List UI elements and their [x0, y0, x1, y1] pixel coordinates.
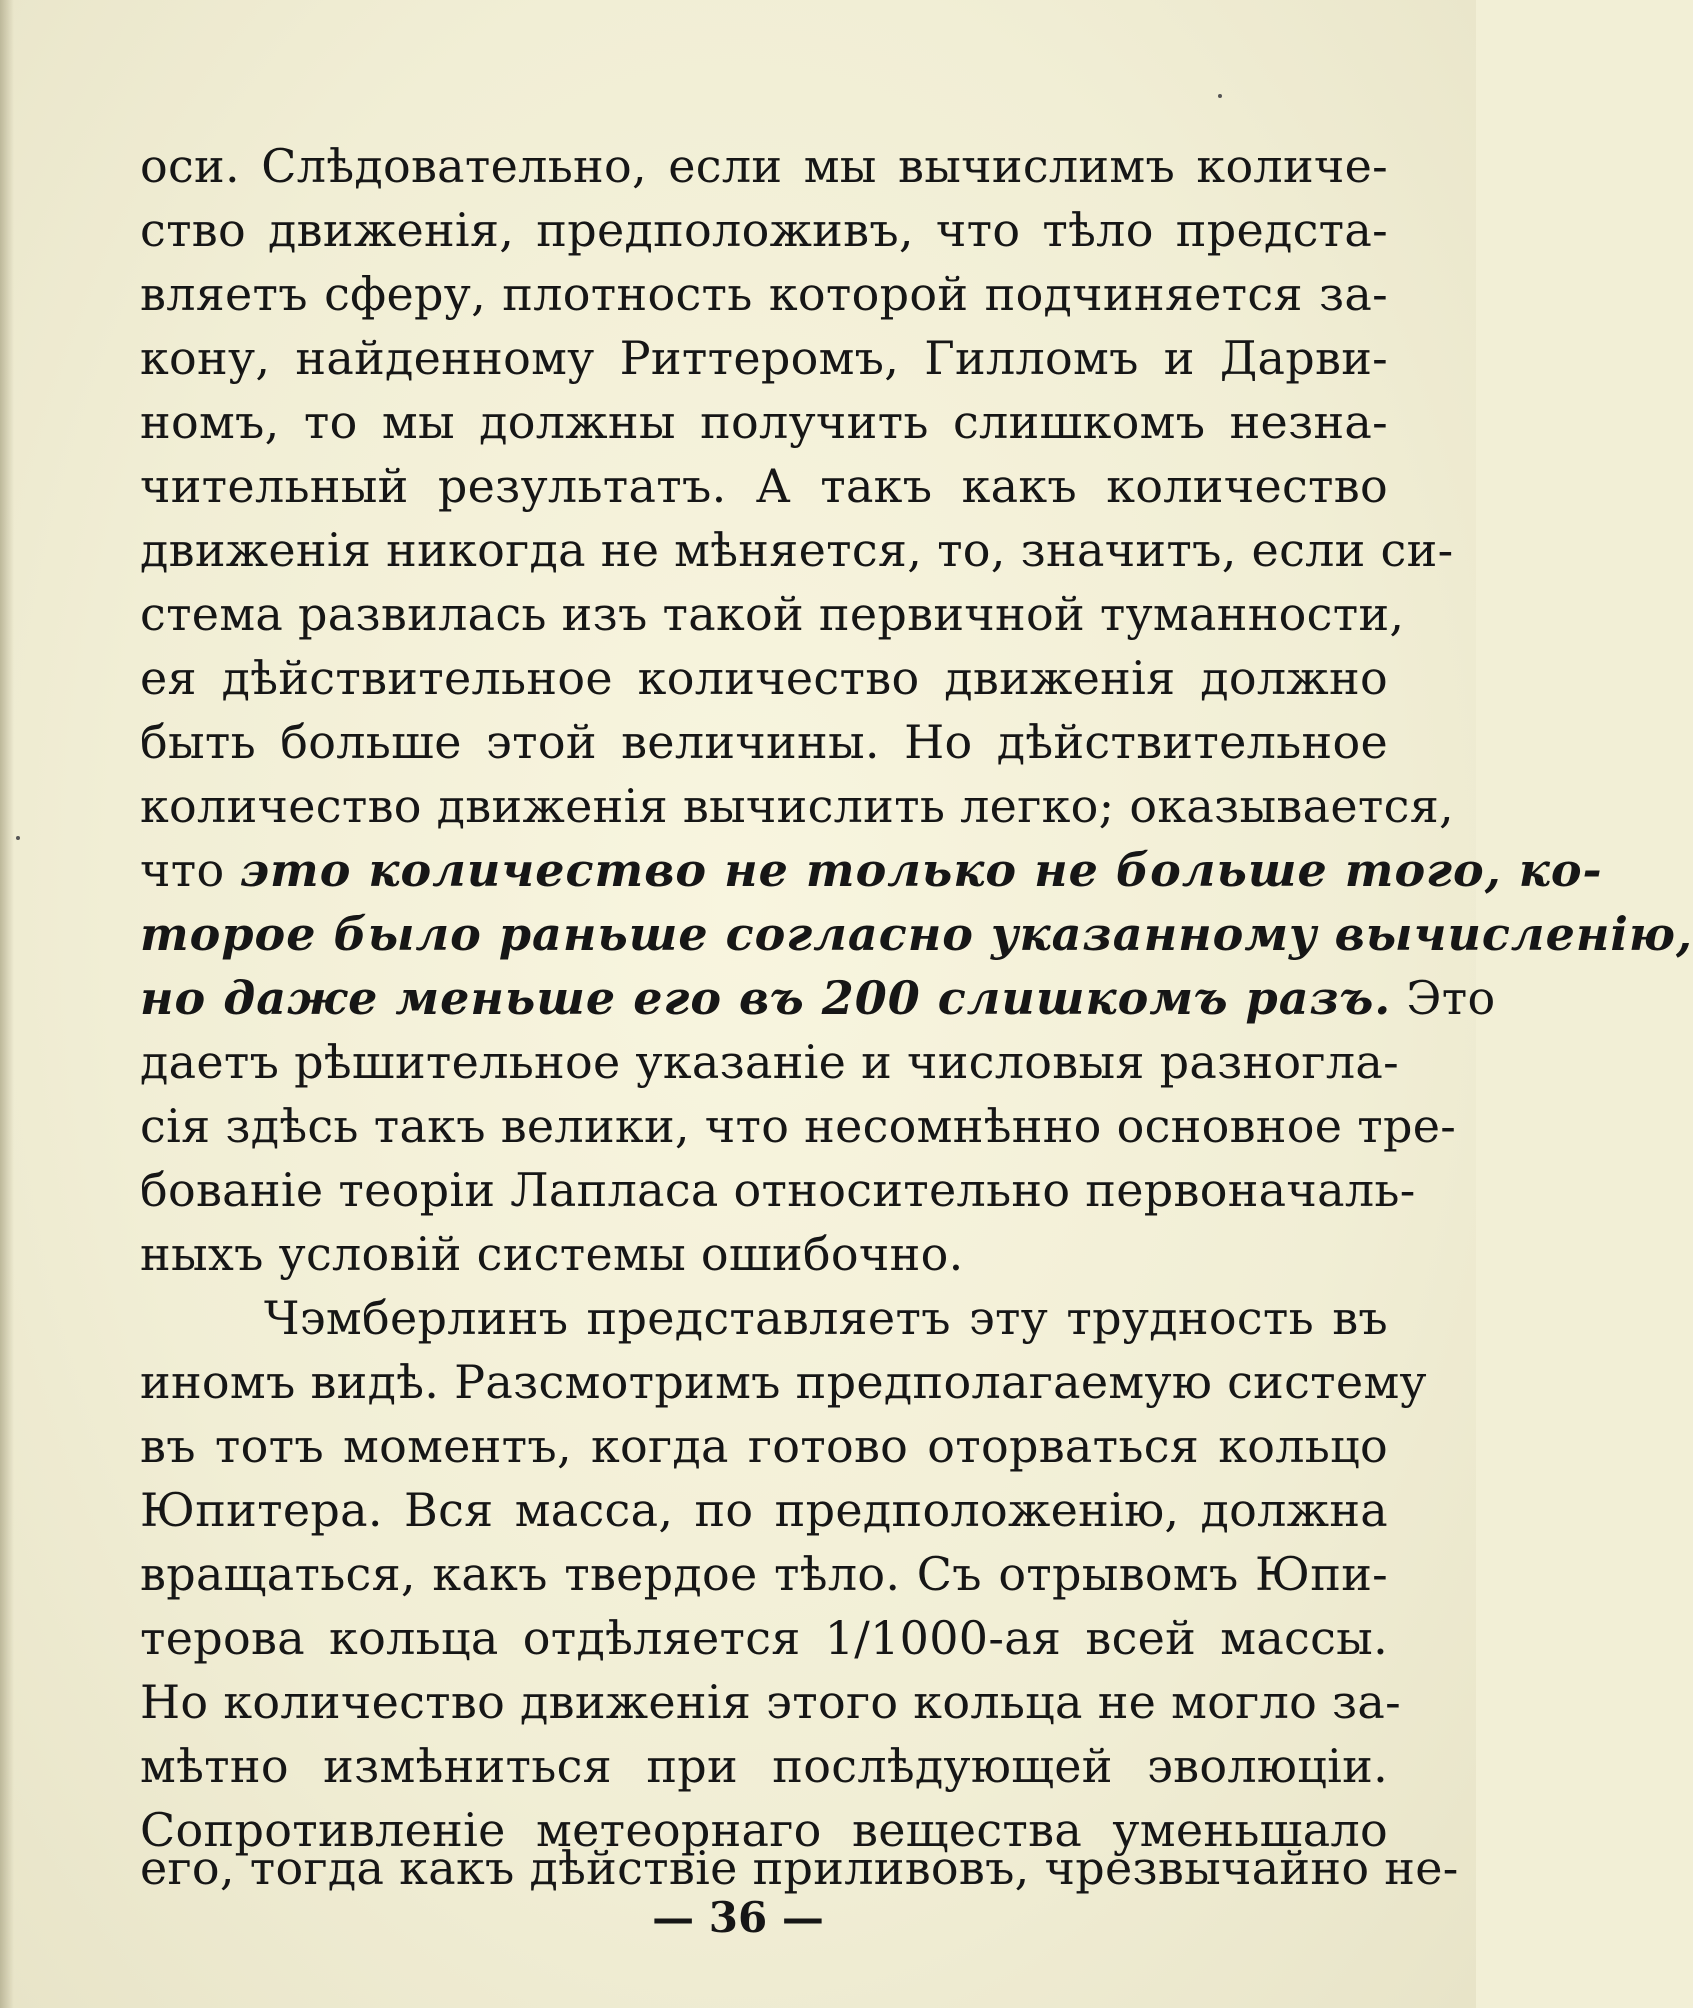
- text-line-italic: [140, 966, 1496, 1030]
- text-line: терова кольца отдѣляется 1/1000-ая всей массы.: [140, 1611, 1388, 1665]
- text-line: кону, найденному Риттеромъ, Гилломъ и Дарви-: [140, 331, 1388, 385]
- page-number: — 36 —: [652, 1893, 824, 1942]
- text-line: сія здѣсь такъ велики, что несомнѣнно основное тре-: [140, 1099, 1457, 1153]
- text-line: стема развилась изъ такой первичной туманности,: [140, 587, 1405, 641]
- text-line: иномъ видѣ. Разсмотримъ предполагаемую систему: [140, 1355, 1427, 1409]
- text-line: ея дѣйствительное количество движенія должно: [140, 651, 1388, 705]
- text-line: даетъ рѣшительное указаніе и числовыя разногла-: [140, 1035, 1399, 1089]
- text-line: движенія никогда не мѣняется, то, значитъ, если си-: [140, 523, 1454, 577]
- text-line: Сопротивленіе метеорнаго вещества уменьшало: [140, 1803, 1388, 1857]
- text-line: мѣтно измѣниться при послѣдующей эволюціи.: [140, 1739, 1388, 1793]
- text-line: бованіе теоріи Лапласа относительно первоначаль-: [140, 1163, 1416, 1217]
- paper-speck: [16, 836, 20, 840]
- text-line: Юпитера. Вся масса, по предположенію, должна: [140, 1483, 1388, 1537]
- text-line: его, тогда какъ дѣйствіе приливовъ, чрезвычайно не-: [140, 1841, 1459, 1895]
- text-line: ство движенія, предположивъ, что тѣло предста-: [140, 203, 1388, 257]
- text-line: количество движенія вычислить легко; оказывается,: [140, 779, 1454, 833]
- text-line: Но количество движенія этого кольца не могло за-: [140, 1675, 1401, 1729]
- italic-emphasis: но даже меньше его въ 200 слишкомъ разъ.: [140, 971, 1392, 1025]
- text-line: оси. Слѣдовательно, если мы вычислимъ количе-: [140, 139, 1388, 193]
- text-line: вляетъ сферу, плотность которой подчиняется за-: [140, 267, 1388, 321]
- text-line-italic: торое было раньше согласно указанному вычисленію,: [140, 907, 1693, 961]
- paper-speck: [1218, 94, 1222, 98]
- text-line: вращаться, какъ твердое тѣло. Съ отрывомъ Юпи-: [140, 1547, 1388, 1601]
- paragraph-first-line: Чэмберлинъ представляетъ эту трудность въ: [264, 1291, 1388, 1345]
- text-line: быть больше этой величины. Но дѣйствительное: [140, 715, 1388, 769]
- italic-emphasis: это количество не только не больше того, ко-: [239, 843, 1603, 897]
- text-line-italic: [140, 838, 1603, 902]
- text-fragment: Это: [1391, 971, 1496, 1025]
- page-edge-shadow: [0, 0, 14, 2008]
- text-line: въ тотъ моментъ, когда готово оторваться кольцо: [140, 1419, 1388, 1473]
- text-line: чительный результатъ. А такъ какъ количество: [140, 459, 1388, 513]
- text-fragment: что: [140, 843, 240, 897]
- text-line: ныхъ условій системы ошибочно.: [140, 1227, 964, 1281]
- text-line: номъ, то мы должны получить слишкомъ незна-: [140, 395, 1388, 449]
